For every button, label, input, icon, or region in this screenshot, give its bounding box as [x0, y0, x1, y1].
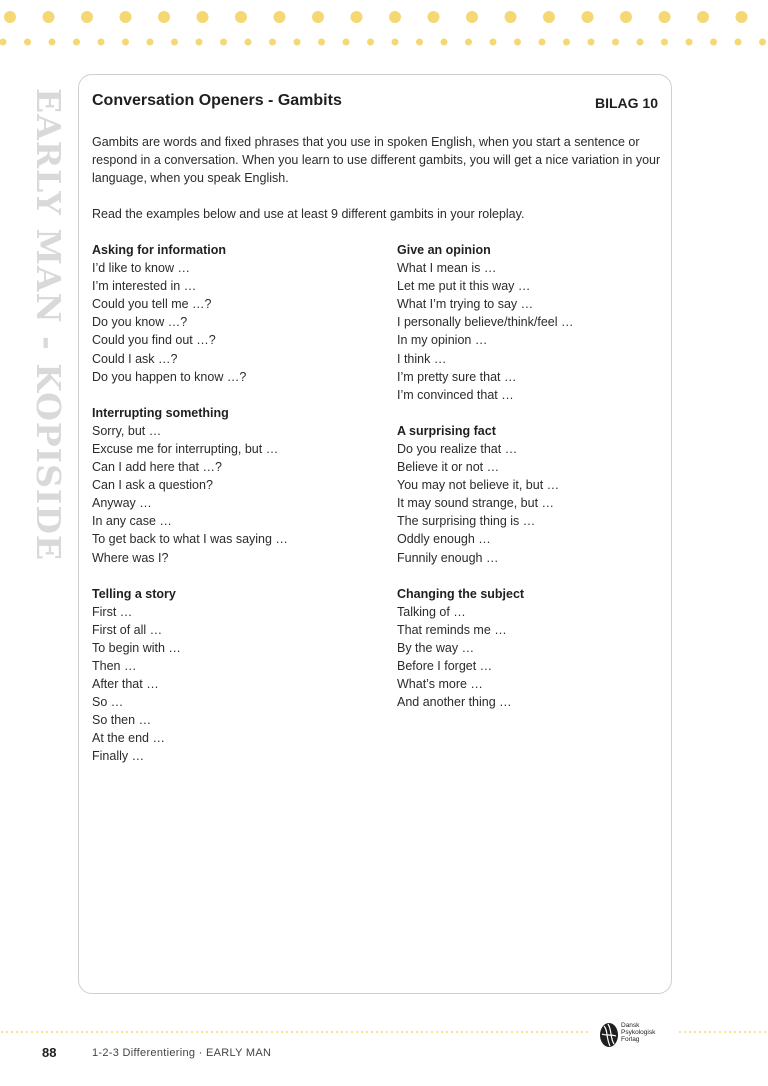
gambit-phrase: Funnily enough …: [397, 550, 499, 565]
gambit-phrase: What’s more …: [397, 677, 483, 692]
dot: [1, 1031, 3, 1033]
dot: [291, 1031, 293, 1033]
dot: [111, 1031, 113, 1033]
dot: [220, 39, 227, 46]
dot: [612, 39, 619, 46]
dot: [256, 1031, 258, 1033]
dot: [0, 39, 7, 46]
dot: [120, 11, 132, 23]
dot: [481, 1031, 483, 1033]
dot: [441, 39, 448, 46]
dot: [61, 1031, 63, 1033]
dot: [376, 1031, 378, 1033]
dot: [561, 1031, 563, 1033]
dot: [571, 1031, 573, 1033]
dot: [759, 1031, 761, 1033]
dot: [536, 1031, 538, 1033]
gambit-phrase: At the end …: [92, 731, 165, 746]
dot: [126, 1031, 128, 1033]
section-heading: Changing the subject: [397, 586, 525, 601]
dot: [176, 1031, 178, 1033]
dot: [161, 1031, 163, 1033]
dot: [441, 1031, 443, 1033]
dot: [719, 1031, 721, 1033]
dot: [684, 1031, 686, 1033]
section-heading: Give an opinion: [397, 243, 491, 257]
gambit-phrase: Could you find out …?: [92, 333, 216, 348]
gambit-phrase: Could you tell me …?: [92, 297, 212, 312]
dot: [699, 1031, 701, 1033]
dot: [86, 1031, 88, 1033]
dot: [456, 1031, 458, 1033]
dot: [466, 11, 478, 23]
dot: [466, 1031, 468, 1033]
page-number: 88: [42, 1045, 57, 1060]
dot: [101, 1031, 103, 1033]
dot: [261, 1031, 263, 1033]
gambit-phrase: The surprising thing is …: [397, 514, 536, 529]
dot: [759, 39, 766, 46]
dot: [36, 1031, 38, 1033]
dot: [336, 1031, 338, 1033]
dot: [371, 1031, 373, 1033]
right-column: [397, 241, 687, 729]
dot: [206, 1031, 208, 1033]
gambit-phrase: Finally …: [92, 749, 145, 764]
publisher-line: Forlag: [621, 1036, 640, 1043]
dot: [366, 1031, 368, 1033]
dot: [551, 1031, 553, 1033]
dot: [46, 1031, 48, 1033]
gambit-phrase: Where was I?: [92, 550, 169, 565]
dot: [43, 11, 55, 23]
gambit-phrase: What I mean is …: [397, 261, 497, 276]
dot: [231, 1031, 233, 1033]
dot: [147, 39, 154, 46]
dot: [739, 1031, 741, 1033]
dot: [697, 11, 709, 23]
dot: [511, 1031, 513, 1033]
dot: [724, 1031, 726, 1033]
dot: [436, 1031, 438, 1033]
dot: [326, 1031, 328, 1033]
decorative-dot-border: [0, 0, 768, 60]
publisher-line: Psykologisk: [621, 1029, 656, 1036]
gambit-phrase: I’m interested in …: [92, 279, 197, 294]
dot: [245, 39, 252, 46]
dot: [266, 1031, 268, 1033]
dot: [226, 1031, 228, 1033]
dot: [476, 1031, 478, 1033]
gambit-phrase: I personally believe/think/feel …: [397, 315, 574, 330]
dot: [211, 1031, 213, 1033]
dot: [11, 1031, 13, 1033]
dot: [491, 1031, 493, 1033]
dot: [431, 1031, 433, 1033]
dot: [709, 1031, 711, 1033]
dot: [197, 11, 209, 23]
dot: [121, 1031, 123, 1033]
dot: [171, 1031, 173, 1033]
dot: [588, 39, 595, 46]
gambits-card: [78, 74, 672, 994]
dot: [694, 1031, 696, 1033]
gambit-phrase: In my opinion …: [397, 333, 488, 348]
intro-paragraph: Gambits are words and fixed phrases that you use in spoken English, when you start a sentence or respond in a conversation. When you learn to use different gambits, you will get a nice variation in your language, when you speak English.: [92, 135, 661, 185]
dot: [41, 1031, 43, 1033]
dot: [4, 11, 16, 23]
gambit-section: [397, 585, 687, 712]
dot: [196, 1031, 198, 1033]
dot: [496, 1031, 498, 1033]
dot: [392, 39, 399, 46]
dot: [637, 39, 644, 46]
dot: [381, 1031, 383, 1033]
gambit-phrase: In any case …: [92, 514, 172, 529]
dot: [131, 1031, 133, 1033]
publisher-line: Dansk: [621, 1022, 640, 1029]
gambit-section: [92, 585, 382, 766]
dot: [122, 39, 129, 46]
dot: [21, 1031, 23, 1033]
gambit-phrase: I’m pretty sure that …: [397, 369, 517, 384]
dot: [764, 1031, 766, 1033]
dot: [351, 11, 363, 23]
dot: [736, 11, 748, 23]
gambit-section: [92, 241, 382, 386]
dot: [321, 1031, 323, 1033]
dot: [586, 1031, 588, 1033]
dot: [356, 1031, 358, 1033]
dot: [428, 11, 440, 23]
dot: [269, 39, 276, 46]
gambit-phrase: After that …: [92, 677, 159, 692]
gambit-phrase: Sorry, but …: [92, 423, 162, 438]
gambit-phrase: Can I add here that …?: [92, 460, 222, 475]
gambit-phrase: Could I ask …?: [92, 351, 178, 366]
dot: [521, 1031, 523, 1033]
dot: [461, 1031, 463, 1033]
dot: [196, 39, 203, 46]
dot: [16, 1031, 18, 1033]
dot: [351, 1031, 353, 1033]
dot: [406, 1031, 408, 1033]
dot: [158, 11, 170, 23]
dot: [24, 39, 31, 46]
dot: [276, 1031, 278, 1033]
dot: [251, 1031, 253, 1033]
dot: [73, 39, 80, 46]
dot: [106, 1031, 108, 1033]
dot: [541, 1031, 543, 1033]
dot: [749, 1031, 751, 1033]
dot: [391, 1031, 393, 1033]
dot: [581, 1031, 583, 1033]
dot: [416, 39, 423, 46]
gambit-phrase: Believe it or not …: [397, 460, 500, 475]
dot: [729, 1031, 731, 1033]
dot: [401, 1031, 403, 1033]
card-title: Conversation Openers - Gambits: [92, 92, 342, 109]
dot: [576, 1031, 578, 1033]
dot: [306, 1031, 308, 1033]
dot: [490, 39, 497, 46]
dot: [516, 1031, 518, 1033]
dot: [531, 1031, 533, 1033]
dot: [361, 1031, 363, 1033]
dot: [81, 11, 93, 23]
gambit-phrase: Do you realize that …: [397, 441, 518, 456]
dot: [411, 1031, 413, 1033]
gambit-phrase: So …: [92, 695, 124, 710]
dot: [181, 1031, 183, 1033]
dot: [274, 11, 286, 23]
gambit-phrase: Anyway …: [92, 496, 152, 511]
dot: [71, 1031, 73, 1033]
gambit-phrase: What I’m trying to say …: [397, 297, 534, 312]
dot: [235, 11, 247, 23]
dot: [486, 1031, 488, 1033]
dot: [98, 39, 105, 46]
dot: [221, 1031, 223, 1033]
gambit-phrase: Let me put it this way …: [397, 279, 531, 294]
gambit-section: [397, 241, 687, 404]
section-heading: A surprising fact: [397, 423, 496, 438]
dot: [316, 1031, 318, 1033]
gambit-phrase: And another thing …: [397, 695, 512, 710]
dot: [51, 1031, 53, 1033]
dot: [6, 1031, 8, 1033]
dot: [331, 1031, 333, 1033]
dot: [171, 39, 178, 46]
dot: [49, 39, 56, 46]
dot: [505, 11, 517, 23]
gambit-section: [397, 422, 687, 567]
dot: [620, 11, 632, 23]
dot: [191, 1031, 193, 1033]
dot: [679, 1031, 681, 1033]
gambit-phrase: Can I ask a question?: [92, 478, 213, 493]
dot: [754, 1031, 756, 1033]
gambit-phrase: I think …: [397, 351, 447, 366]
dot: [76, 1031, 78, 1033]
dot: [281, 1031, 283, 1033]
gambit-phrase: To begin with …: [92, 640, 181, 655]
dot: [56, 1031, 58, 1033]
dot: [286, 1031, 288, 1033]
dot: [704, 1031, 706, 1033]
dot: [446, 1031, 448, 1033]
dot: [216, 1031, 218, 1033]
section-heading: Asking for information: [92, 243, 227, 257]
publisher-name: [621, 1022, 655, 1043]
dot: [136, 1031, 138, 1033]
dot: [566, 1031, 568, 1033]
dot: [661, 39, 668, 46]
dot: [582, 11, 594, 23]
dot: [294, 39, 301, 46]
dot: [686, 39, 693, 46]
dot: [734, 1031, 736, 1033]
gambit-phrase: First of all …: [92, 622, 163, 637]
dot: [465, 39, 472, 46]
gambit-phrase: Excuse me for interrupting, but …: [92, 441, 279, 456]
dot: [31, 1031, 33, 1033]
dot: [501, 1031, 503, 1033]
section-heading: Telling a story: [92, 586, 176, 601]
dot: [543, 11, 555, 23]
gambit-phrase: I’m convinced that …: [397, 387, 514, 402]
dot: [116, 1031, 118, 1033]
gambit-phrase: Talking of …: [397, 604, 466, 619]
gambit-phrase: Do you know …?: [92, 315, 188, 330]
dot: [246, 1031, 248, 1033]
dot: [471, 1031, 473, 1033]
gambit-phrase: You may not believe it, but …: [397, 478, 560, 493]
dot: [689, 1031, 691, 1033]
side-title: EARLY MAN - KOPISIDE: [29, 88, 68, 562]
dot: [556, 1031, 558, 1033]
gambit-phrase: Do you happen to know …?: [92, 369, 247, 384]
dot: [451, 1031, 453, 1033]
dot: [91, 1031, 93, 1033]
dot: [186, 1031, 188, 1033]
dot: [146, 1031, 148, 1033]
dot: [141, 1031, 143, 1033]
dot: [416, 1031, 418, 1033]
dot: [710, 39, 717, 46]
dot: [367, 39, 374, 46]
dot: [311, 1031, 313, 1033]
dot: [546, 1031, 548, 1033]
dot: [341, 1031, 343, 1033]
dot: [396, 1031, 398, 1033]
footer-book-title: 1-2-3 Differentiering · EARLY MAN: [92, 1047, 272, 1059]
gambit-section: [92, 404, 382, 567]
dot: [714, 1031, 716, 1033]
dot: [156, 1031, 158, 1033]
dot: [166, 1031, 168, 1033]
dot: [526, 1031, 528, 1033]
dot: [514, 39, 521, 46]
gambit-phrase: It may sound strange, but …: [397, 496, 555, 511]
gambit-phrase: By the way …: [397, 640, 475, 655]
dot: [343, 39, 350, 46]
gambit-phrase: Oddly enough …: [397, 532, 491, 547]
instruction-text: Read the examples below and use at least 9 different gambits in your roleplay.: [92, 207, 525, 221]
dot: [659, 11, 671, 23]
gambit-phrase: First …: [92, 604, 133, 619]
gambit-phrase: Then …: [92, 658, 137, 673]
dot: [312, 11, 324, 23]
gambit-phrase: That reminds me …: [397, 622, 507, 637]
dot: [389, 11, 401, 23]
dot: [81, 1031, 83, 1033]
gambit-phrase: So then …: [92, 713, 152, 728]
dot: [296, 1031, 298, 1033]
dot: [426, 1031, 428, 1033]
dot: [744, 1031, 746, 1033]
gambit-phrase: To get back to what I was saying …: [92, 532, 288, 547]
dot: [271, 1031, 273, 1033]
dot: [421, 1031, 423, 1033]
gambit-phrase: Before I forget …: [397, 658, 493, 673]
dot: [241, 1031, 243, 1033]
dot: [66, 1031, 68, 1033]
dot: [301, 1031, 303, 1033]
section-heading: Interrupting something: [92, 405, 229, 420]
dot: [506, 1031, 508, 1033]
dot: [386, 1031, 388, 1033]
dot: [236, 1031, 238, 1033]
dot: [318, 39, 325, 46]
dot: [151, 1031, 153, 1033]
gambit-phrase: I’d like to know …: [92, 261, 190, 276]
dot: [539, 39, 546, 46]
dot: [26, 1031, 28, 1033]
dot: [346, 1031, 348, 1033]
dot: [735, 39, 742, 46]
dot: [563, 39, 570, 46]
appendix-label: BILAG 10: [594, 95, 658, 111]
left-column: [92, 241, 382, 784]
dot: [201, 1031, 203, 1033]
dot: [96, 1031, 98, 1033]
